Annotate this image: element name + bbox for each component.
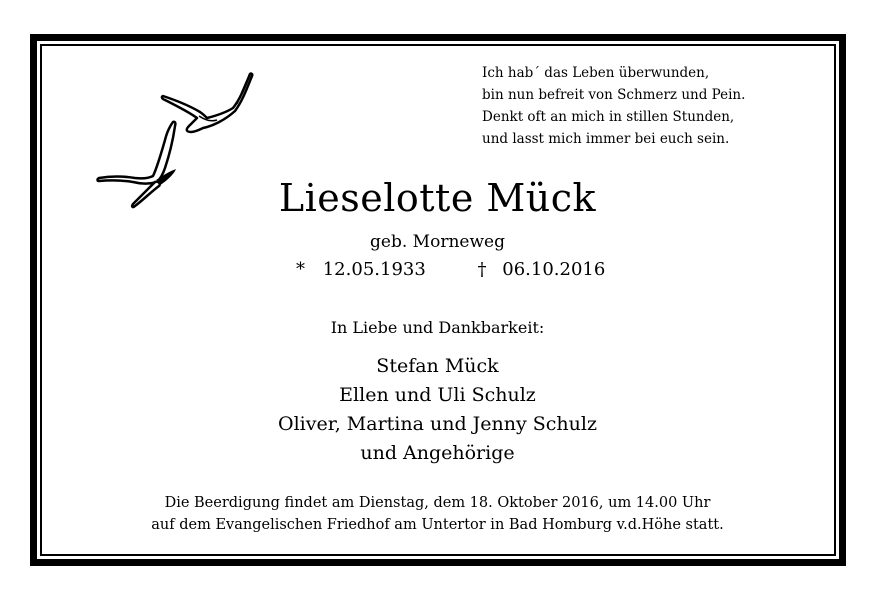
funeral-line: Die Beerdigung findet am Dienstag, dem 18. Oktober 2016, um 14.00 Uhr	[164, 495, 711, 511]
funeral-line: auf dem Evangelischen Friedhof am Untertor in Bad Homburg v.d.Höhe statt.	[151, 517, 724, 533]
mourner-line: Oliver, Martina und Jenny Schulz	[278, 413, 597, 435]
lower-bird	[98, 122, 176, 184]
funeral-info	[0, 492, 875, 536]
poem	[482, 62, 802, 150]
mourner-line: und Angehörige	[360, 442, 515, 464]
mourners-list	[0, 352, 875, 468]
maiden-name: geb. Morneweg	[370, 232, 505, 252]
birth-date: 12.05.1933	[322, 259, 426, 280]
poem-line: und lasst mich immer bei euch sein.	[482, 131, 730, 147]
mourner-line: Stefan Mück	[376, 355, 499, 377]
gratitude-line: In Liebe und Dankbarkeit:	[330, 318, 545, 337]
death-date: 06.10.2016	[502, 259, 606, 280]
poem-line: bin nun befreit von Schmerz und Pein.	[482, 87, 746, 103]
deceased-name: Lieselotte Mück	[278, 176, 597, 220]
poem-line: Ich hab´ das Leben überwunden,	[482, 65, 710, 81]
poem-line: Denkt oft an mich in stillen Stunden,	[482, 109, 735, 125]
mourner-line: Ellen und Uli Schulz	[339, 384, 536, 406]
cross-icon: †	[477, 259, 487, 280]
life-dates	[296, 259, 605, 280]
birth-symbol: *	[296, 259, 305, 280]
